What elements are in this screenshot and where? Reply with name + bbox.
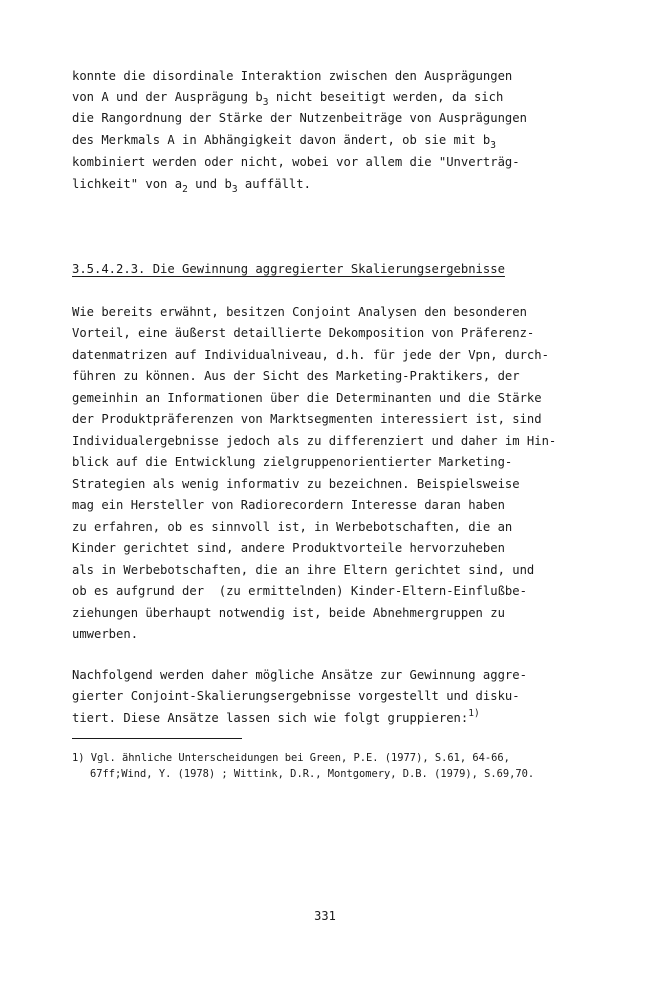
- text-line: die Rangordnung der Stärke der Nutzenbeiträge von Ausprägungen: [72, 111, 527, 125]
- text-line: Wie bereits erwähnt, besitzen Conjoint Analysen den besonderen: [72, 305, 527, 319]
- subscript: 3: [262, 97, 269, 108]
- text-line: tiert. Diese Ansätze lassen sich wie folgt gruppieren:$^{1)}$: [72, 708, 480, 725]
- text-line: Individualergebnisse jedoch als zu differenziert und daher im Hin-: [72, 434, 557, 448]
- section-heading: 3.5.4.2.3. Die Gewinnung aggregierter Skalierungsergebnisse: [72, 262, 505, 276]
- subscript: 3: [231, 184, 238, 195]
- footnote-ref: 1): [468, 708, 480, 719]
- text-line: datenmatrizen auf Individualniveau, d.h. für jede der Vpn, durch-: [72, 348, 549, 362]
- text-line: Vorteil, eine äußerst detaillierte Dekomposition von Präferenz-: [72, 326, 535, 340]
- text-line: der Produktpräferenzen von Marktsegmenten interessiert ist, sind: [72, 412, 542, 426]
- text-line: von A und der Ausprägung $b_3$ nicht beseitigt werden, da sich: [72, 90, 504, 108]
- text-line: Strategien als wenig informativ zu bezeichnen. Beispielsweise: [72, 477, 520, 491]
- text-line: Nachfolgend werden daher mögliche Ansätze zur Gewinnung aggre-: [72, 668, 527, 682]
- text-line: führen zu können. Aus der Sicht des Marketing-Praktikers, der: [72, 369, 520, 383]
- text-line: lichkeit" von $a_2$ und $b_3$ auffällt.: [72, 177, 311, 195]
- footnote-line: 1) Vgl. ähnliche Unterscheidungen bei Green, P.E. (1977), S.61, 64-66,: [72, 752, 510, 764]
- text-line: blick auf die Entwicklung zielgruppenorientierter Marketing-: [72, 455, 513, 469]
- text-line: ob es aufgrund der (zu ermittelnden) Kinder-Eltern-Einflußbe-: [72, 584, 527, 598]
- footnote-divider: [72, 738, 242, 739]
- text-line: gierter Conjoint-Skalierungsergebnisse vorgestellt und disku-: [72, 689, 520, 703]
- text-line: gemeinhin an Informationen über die Determinanten und die Stärke: [72, 391, 542, 405]
- text-line: kombiniert werden oder nicht, wobei vor allem die "Unverträg-: [72, 155, 520, 169]
- footnote-line: 67ff;Wind, Y. (1978) ; Wittink, D.R., Montgomery, D.B. (1979), S.69,70.: [90, 768, 535, 780]
- text-line: umwerben.: [72, 627, 139, 641]
- text-line: konnte die disordinale Interaktion zwischen den Ausprägungen: [72, 69, 513, 83]
- text-line: als in Werbebotschaften, die an ihre Eltern gerichtet sind, und: [72, 563, 535, 577]
- subscript: 3: [490, 140, 496, 151]
- text-line: des Merkmals A in Abhängigkeit davon ändert, ob sie mit $b_3$: [72, 133, 496, 151]
- text-line: mag ein Hersteller von Radiorecordern Interesse daran haben: [72, 498, 505, 512]
- text-line: ziehungen überhaupt notwendig ist, beide Abnehmergruppen zu: [72, 606, 505, 620]
- page-number: 331: [314, 909, 336, 923]
- subscript: 2: [182, 184, 188, 195]
- text-line: Kinder gerichtet sind, andere Produktvorteile hervorzuheben: [72, 541, 505, 555]
- text-line: zu erfahren, ob es sinnvoll ist, in Werbebotschaften, die an: [72, 520, 513, 534]
